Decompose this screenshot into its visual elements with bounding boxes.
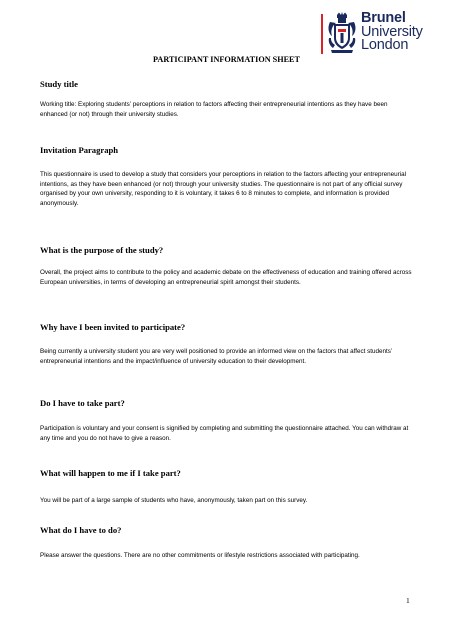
section-heading-purpose: What is the purpose of the study? bbox=[40, 245, 164, 255]
section-body-invitation: This questionnaire is used to develop a study that considers your perceptions in relation to the factors affecting your entrepreneurial intentions, as they have been enhanced (or not) through your university studies. The questionnaire is not part of any official survey organised by your own university, responding to it is voluntary, it takes 6 to 8 minutes to complete, and information is provided anonymously. bbox=[40, 171, 407, 207]
logo-text-university: University bbox=[361, 23, 423, 40]
section-body-take-part: Participation is voluntary and your consent is signified by completing and submitting the questionnaire attached. You can withdraw at any time and you do not have to give a reason. bbox=[40, 425, 409, 442]
section-heading-take-part: Do I have to take part? bbox=[40, 398, 125, 408]
coat-of-arms-icon bbox=[327, 12, 357, 54]
section-body-purpose: Overall, the project aims to contribute to the policy and academic debate on the effectiveness of education and training offered across European universities, in terms of developing an entrepreneurial spirit amongst their students. bbox=[40, 269, 412, 286]
logo-divider bbox=[321, 14, 323, 54]
section-heading-study-title: Study title bbox=[40, 79, 78, 89]
section-body-why-invited: Being currently a university student you are very well positioned to provide an informed view on the factors that affect students’ entrepreneurial intentions and the impact/influence of university education to their development. bbox=[40, 348, 393, 365]
logo-text-london: London bbox=[361, 37, 409, 53]
logo-text-brunel: Brunel bbox=[361, 10, 406, 26]
section-heading-what-to-do: What do I have to do? bbox=[40, 525, 122, 535]
section-heading-why-invited: Why have I been invited to participate? bbox=[40, 322, 186, 332]
section-body-what-happens: You will be part of a large sample of students who have, anonymously, taken part on this survey. bbox=[40, 497, 308, 504]
section-body-what-to-do: Please answer the questions. There are no other commitments or lifestyle restrictions associated with participating. bbox=[40, 552, 360, 559]
document-title: PARTICIPANT INFORMATION SHEET bbox=[153, 55, 300, 64]
page-number: 1 bbox=[406, 596, 410, 605]
university-logo bbox=[321, 10, 446, 56]
section-body-study-title: Working title: Exploring students’ perceptions in relation to factors affecting their entrepreneurial intentions as they have been enhanced (or not) through their university studies. bbox=[40, 101, 388, 118]
logo-wordmark bbox=[361, 12, 423, 53]
section-heading-what-happens: What will happen to me if I take part? bbox=[40, 468, 181, 478]
section-heading-invitation: Invitation Paragraph bbox=[40, 145, 119, 155]
